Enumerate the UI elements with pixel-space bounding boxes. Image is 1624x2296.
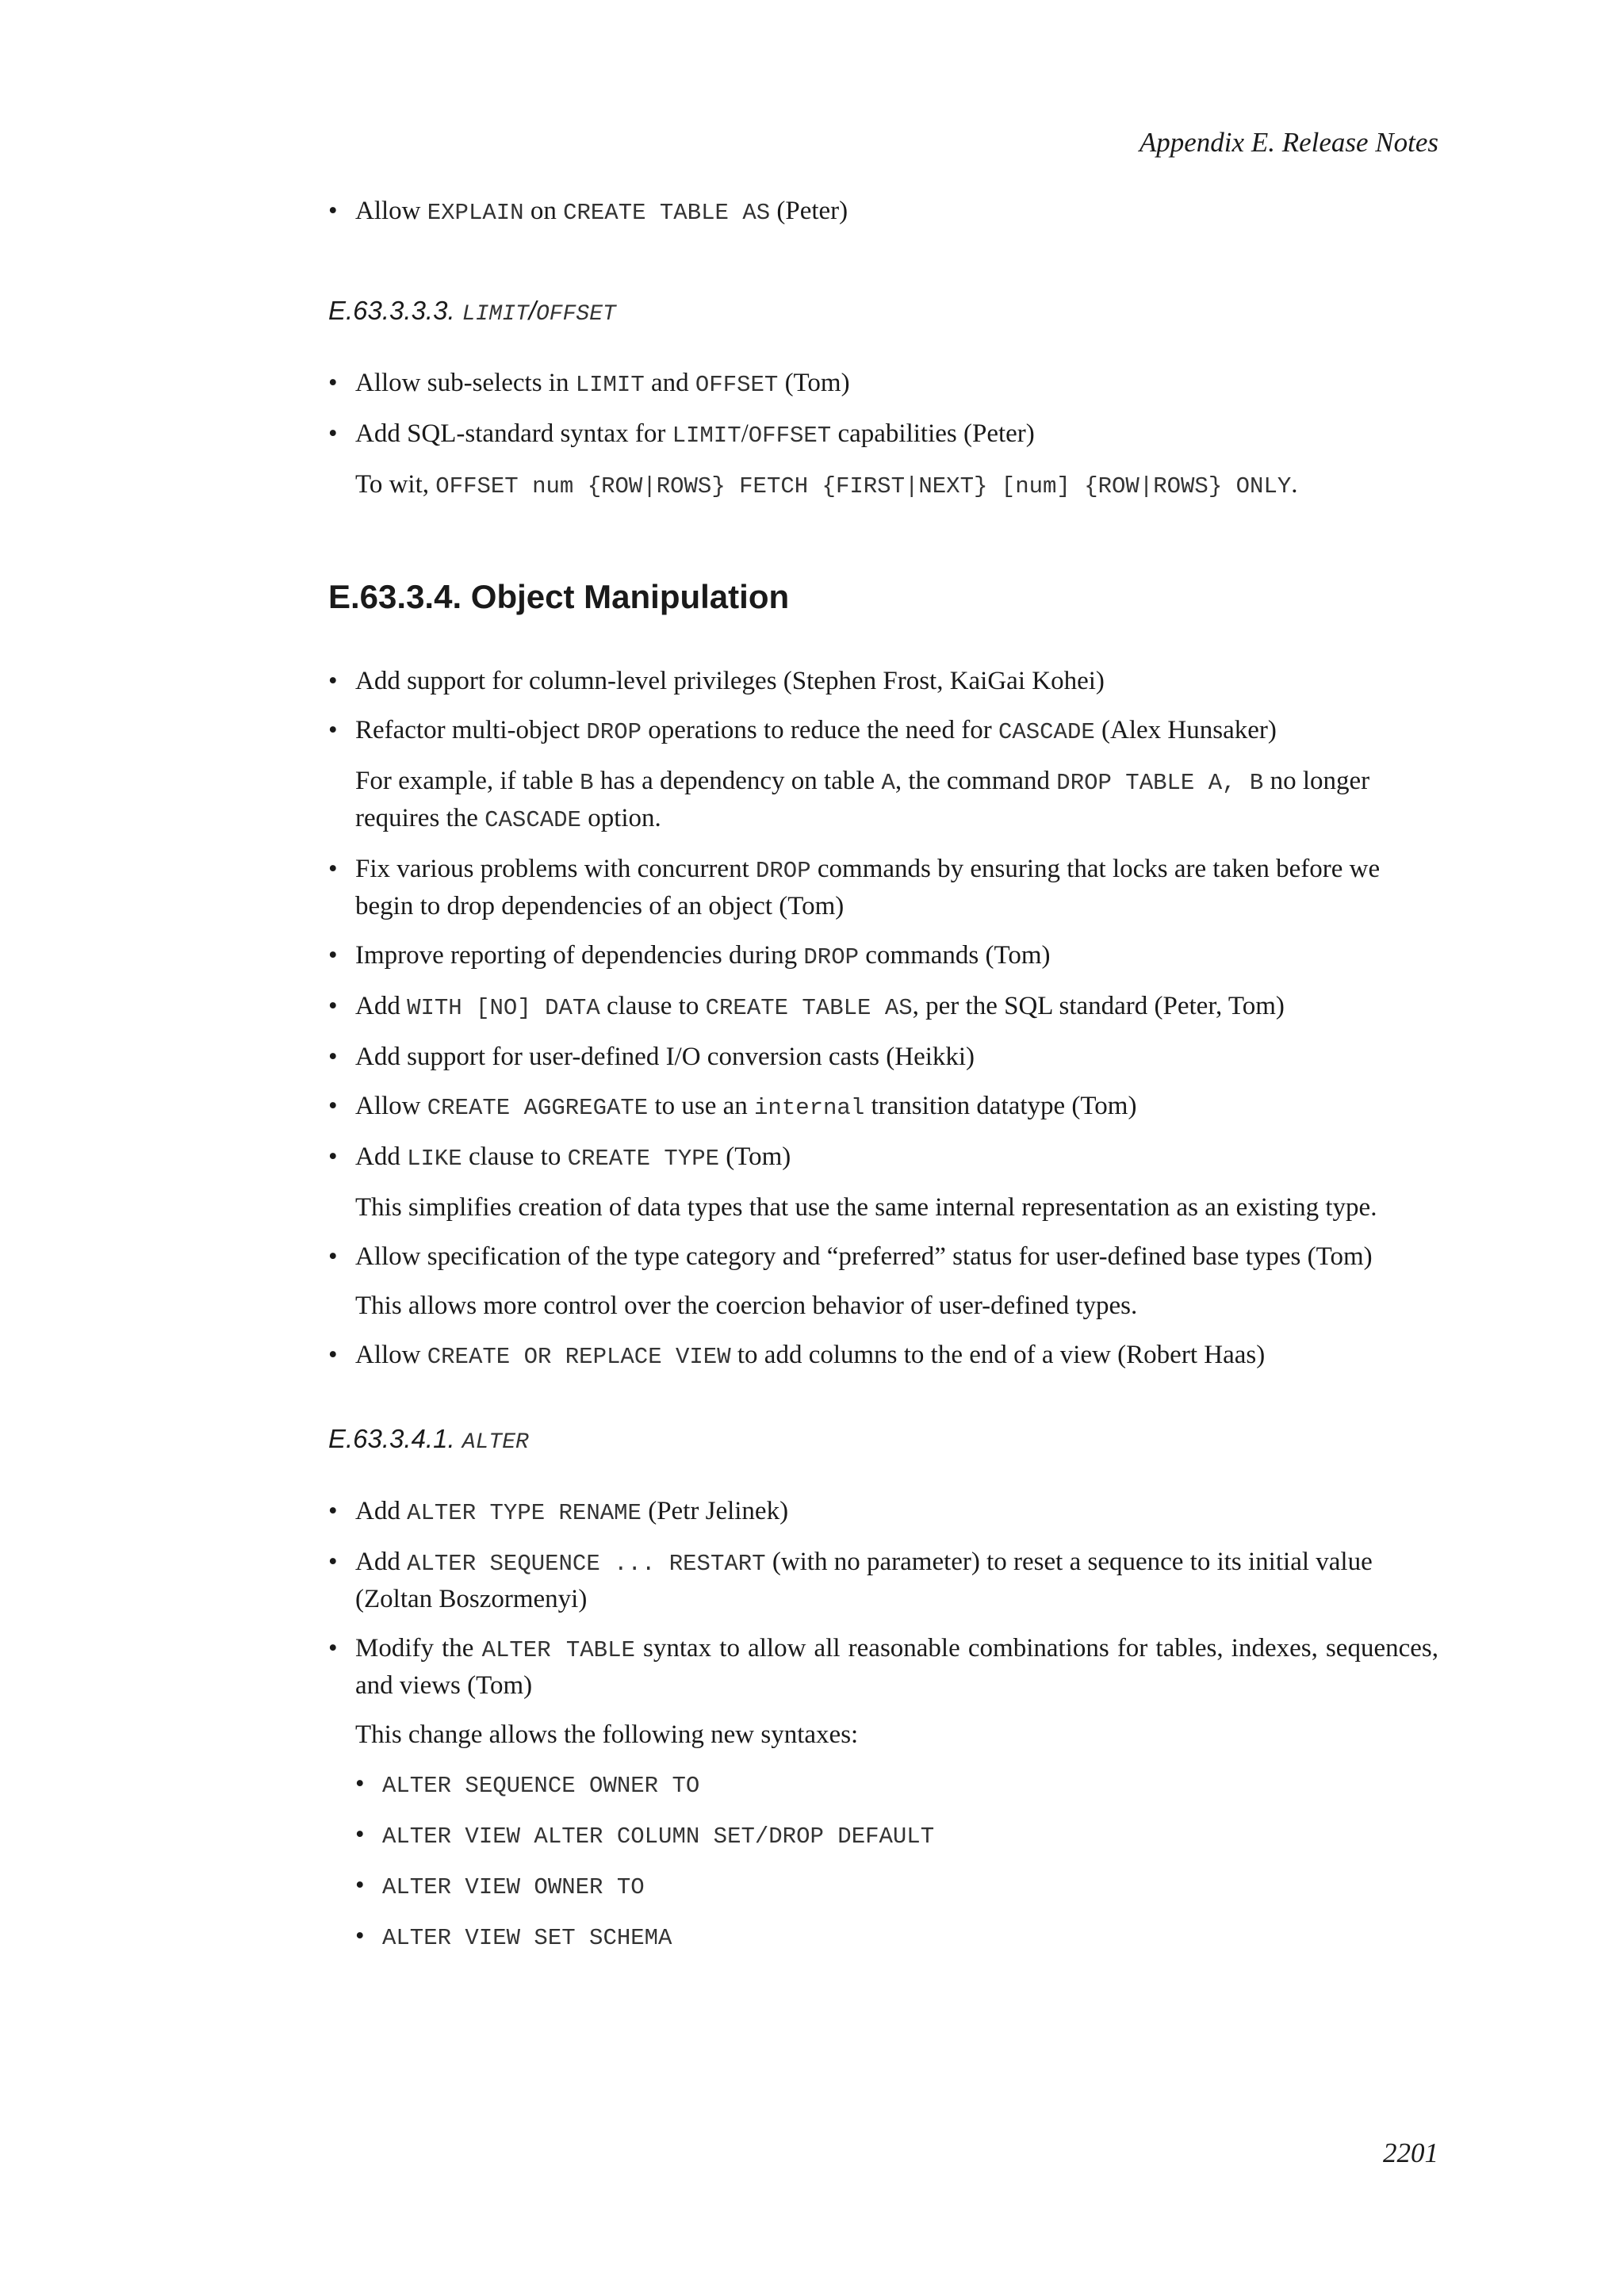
syntax-item: • ALTER VIEW SET SCHEMA (355, 1919, 1438, 1956)
syntax-list (355, 1766, 1438, 1956)
list-item: • Add WITH [NO] DATA clause to CREATE TABLE AS, per the SQL standard (Peter, Tom) (328, 989, 1438, 1026)
list-item: • Add support for user-defined I/O conversion casts (Heikki) (328, 1039, 1438, 1075)
running-header: Appendix E. Release Notes (1139, 127, 1438, 158)
syntax-item: • ALTER SEQUENCE OWNER TO (355, 1766, 1438, 1804)
bullet-list (328, 664, 1438, 1375)
syntax-item: • ALTER VIEW OWNER TO (355, 1868, 1438, 1905)
list-item: • Allow CREATE OR REPLACE VIEW to add columns to the end of a view (Robert Haas) (328, 1337, 1438, 1375)
paragraph: This change allows the following new syntaxes: (355, 1720, 859, 1749)
list-item: • Add SQL-standard syntax for LIMIT/OFFSET capabilities (Peter) To wit, OFFSET num {ROW|ROWS} FETCH {FIRST|NEXT} [num] {ROW|ROWS} ONLY. (328, 416, 1438, 504)
list-item: • Add ALTER SEQUENCE ... RESTART (with no parameter) to reset a sequence to its initial value (Zoltan Boszormenyi) (328, 1544, 1438, 1617)
syntax-item: • ALTER VIEW ALTER COLUMN SET/DROP DEFAULT (355, 1817, 1438, 1854)
page-number: 2201 (1383, 2137, 1438, 2168)
paragraph: For example, if table B has a dependency on table A, the command DROP TABLE A, B no longer requires the CASCADE option. (355, 767, 1370, 833)
bullet-list (328, 193, 1438, 231)
list-item: • Allow CREATE AGGREGATE to use an internal transition datatype (Tom) (328, 1089, 1438, 1126)
page-content (328, 193, 1438, 1969)
section-heading: E.63.3.4. Object Manipulation (328, 578, 790, 615)
list-item: • Add LIKE clause to CREATE TYPE (Tom) This simplifies creation of data types that use the same internal representation as an existing type. (328, 1139, 1438, 1226)
list-item: • Add ALTER TYPE RENAME (Petr Jelinek) (328, 1494, 1438, 1531)
subsection-heading: E.63.3.4.1. ALTER (328, 1424, 529, 1455)
paragraph: This simplifies creation of data types that use the same internal representation as an existing type. (355, 1193, 1377, 1222)
list-item: • Allow sub-selects in LIMIT and OFFSET (Tom) (328, 365, 1438, 403)
bullet-list (328, 1494, 1438, 1956)
list-item: • Add support for column-level privileges (Stephen Frost, KaiGai Kohei) (328, 664, 1438, 699)
list-item: • Improve reporting of dependencies during DROP commands (Tom) (328, 938, 1438, 975)
bullet-list (328, 365, 1438, 504)
list-item: • Modify the ALTER TABLE syntax to allow all reasonable combinations for tables, indexes, sequences, and views (Tom) This change allows the following new syntaxes: • ALTER SEQUENCE OWNER TO • ALTER VIEW ALTER COLUMN SET/DROP DEFAULT • ALTER VIEW OWNER TO • ALTER VIEW SET SCHEMA (328, 1631, 1438, 1956)
list-item: • Allow specification of the type category and “preferred” status for user-defined base types (Tom) This allows more control over the coercion behavior of user-defined types. (328, 1239, 1438, 1324)
list-item: • Refactor multi-object DROP operations to reduce the need for CASCADE (Alex Hunsaker) For example, if table B has a dependency on table A, the command DROP TABLE A, B no longer requires the CASCADE option. (328, 713, 1438, 838)
list-item: • Allow EXPLAIN on CREATE TABLE AS (Peter) (328, 193, 1438, 231)
subsection-heading: E.63.3.3.3. LIMIT/OFFSET (328, 296, 616, 327)
paragraph: This allows more control over the coercion behavior of user-defined types. (355, 1292, 1138, 1320)
paragraph: To wit, OFFSET num {ROW|ROWS} FETCH {FIRST|NEXT} [num] {ROW|ROWS} ONLY. (355, 470, 1298, 499)
list-item: • Fix various problems with concurrent DROP commands by ensuring that locks are taken before we begin to drop dependencies of an object (Tom) (328, 851, 1438, 924)
